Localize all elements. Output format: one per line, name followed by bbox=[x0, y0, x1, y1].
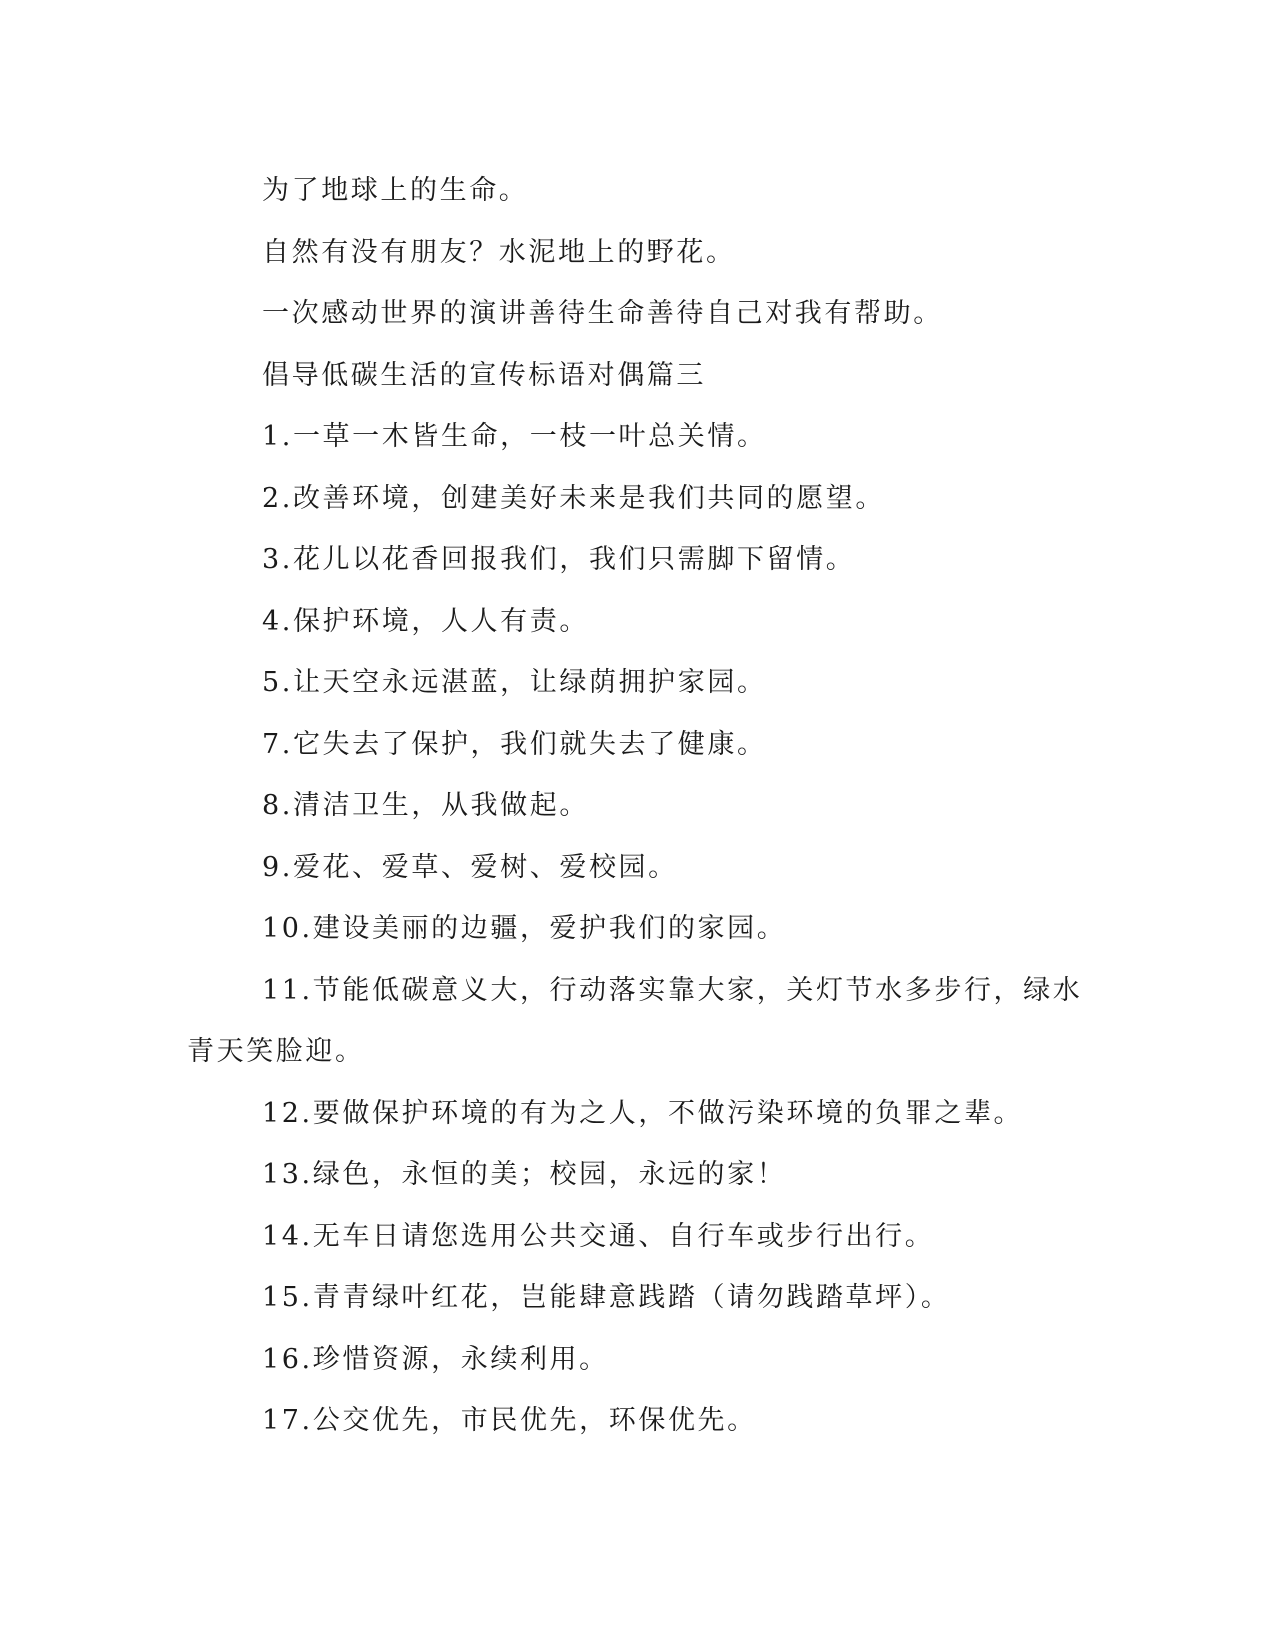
list-item: 7.它失去了保护，我们就失去了健康。 bbox=[262, 728, 767, 760]
list-item: 17.公交优先，市民优先，环保优先。 bbox=[262, 1405, 757, 1436]
document-body bbox=[187, 160, 1087, 1452]
list-item: 15.青青绿叶红花，岂能肆意践踏（请勿践踏草坪）。 bbox=[262, 1282, 951, 1313]
paragraph: 为了地球上的生命。 bbox=[262, 175, 529, 206]
list-item: 3.花儿以花香回报我们，我们只需脚下留情。 bbox=[262, 544, 856, 575]
list-item: 12.要做保护环境的有为之人，不做污染环境的负罪之辈。 bbox=[262, 1097, 1024, 1129]
list-item: 10.建设美丽的边疆，爱护我们的家园。 bbox=[262, 913, 787, 944]
list-item: 11.节能低碳意义大，行动落实靠大家，关灯节水多步行，绿水青天笑脸迎。 bbox=[187, 974, 1083, 1067]
paragraph: 一次感动世界的演讲善待生命善待自己对我有帮助。 bbox=[262, 298, 943, 329]
list-item: 4.保护环境，人人有责。 bbox=[262, 605, 589, 637]
section-heading: 倡导低碳生活的宣传标语对偶篇三 bbox=[262, 359, 706, 391]
list-item: 8.清洁卫生，从我做起。 bbox=[262, 790, 589, 821]
list-item: 13.绿色，永恒的美；校园，永远的家！ bbox=[262, 1159, 787, 1190]
list-item: 5.让天空永远湛蓝，让绿荫拥护家园。 bbox=[262, 667, 767, 698]
paragraph: 自然有没有朋友？水泥地上的野花。 bbox=[262, 236, 736, 268]
list-item: 9.爱花、爱草、爱树、爱校园。 bbox=[262, 851, 678, 883]
list-item: 1.一草一木皆生命，一枝一叶总关情。 bbox=[262, 421, 767, 452]
list-item: 16.珍惜资源，永续利用。 bbox=[262, 1343, 609, 1375]
list-item: 14.无车日请您选用公共交通、自行车或步行出行。 bbox=[262, 1220, 935, 1252]
list-item: 2.改善环境，创建美好未来是我们共同的愿望。 bbox=[262, 482, 885, 514]
